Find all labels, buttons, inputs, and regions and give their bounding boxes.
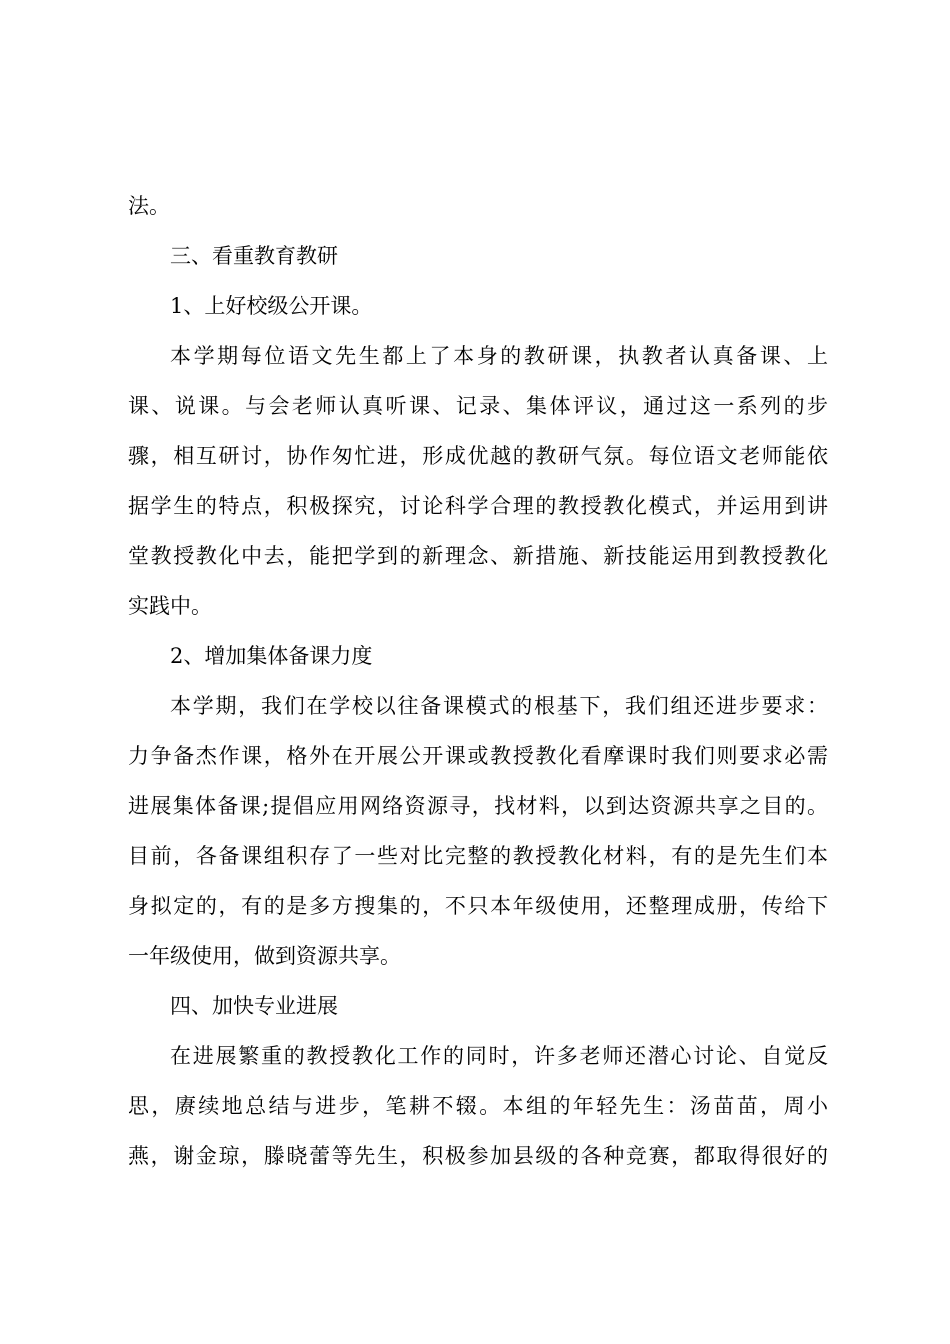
text-line: 进展集体备课;提倡应用网络资源寻，找材料，以到达资源共享之目的。 bbox=[128, 794, 828, 818]
text-line: 身拟定的，有的是多方搜集的，不只本年级使用，还整理成册，传给下 bbox=[128, 894, 828, 918]
text-line: 在进展繁重的教授教化工作的同时，许多老师还潜心讨论、自觉反 bbox=[170, 1044, 828, 1068]
text-line: 一年级使用，做到资源共享。 bbox=[128, 944, 401, 968]
text-line: 法。 bbox=[128, 194, 170, 218]
section-heading: 三、看重教育教研 bbox=[170, 244, 338, 268]
text-line: 本学期，我们在学校以往备课模式的根基下，我们组还进步要求： bbox=[170, 694, 828, 718]
subsection-heading: 2、增加集体备课力度 bbox=[170, 644, 373, 668]
text-line: 课、说课。与会老师认真听课、记录、集体评议，通过这一系列的步 bbox=[128, 394, 828, 418]
text-line: 据学生的特点，积极探究，讨论科学合理的教授教化模式，并运用到讲 bbox=[128, 494, 828, 518]
text-line: 实践中。 bbox=[128, 594, 212, 618]
text-line: 思，赓续地总结与进步，笔耕不辍。本组的年轻先生：汤苗苗，周小 bbox=[128, 1094, 828, 1118]
text-line: 燕，谢金琼，滕晓蕾等先生，积极参加县级的各种竞赛，都取得很好的 bbox=[128, 1144, 828, 1168]
text-line: 骤，相互研讨，协作匆忙进，形成优越的教研气氛。每位语文老师能依 bbox=[128, 444, 828, 468]
text-line: 本学期每位语文先生都上了本身的教研课，执教者认真备课、上 bbox=[170, 344, 828, 368]
text-line: 力争备杰作课，格外在开展公开课或教授教化看摩课时我们则要求必需 bbox=[128, 744, 828, 768]
text-line: 堂教授教化中去，能把学到的新理念、新措施、新技能运用到教授教化 bbox=[128, 544, 828, 568]
text-line: 目前，各备课组积存了一些对比完整的教授教化材料，有的是先生们本 bbox=[128, 844, 828, 868]
section-heading: 四、加快专业进展 bbox=[170, 994, 338, 1018]
subsection-heading: 1、上好校级公开课。 bbox=[170, 294, 373, 318]
